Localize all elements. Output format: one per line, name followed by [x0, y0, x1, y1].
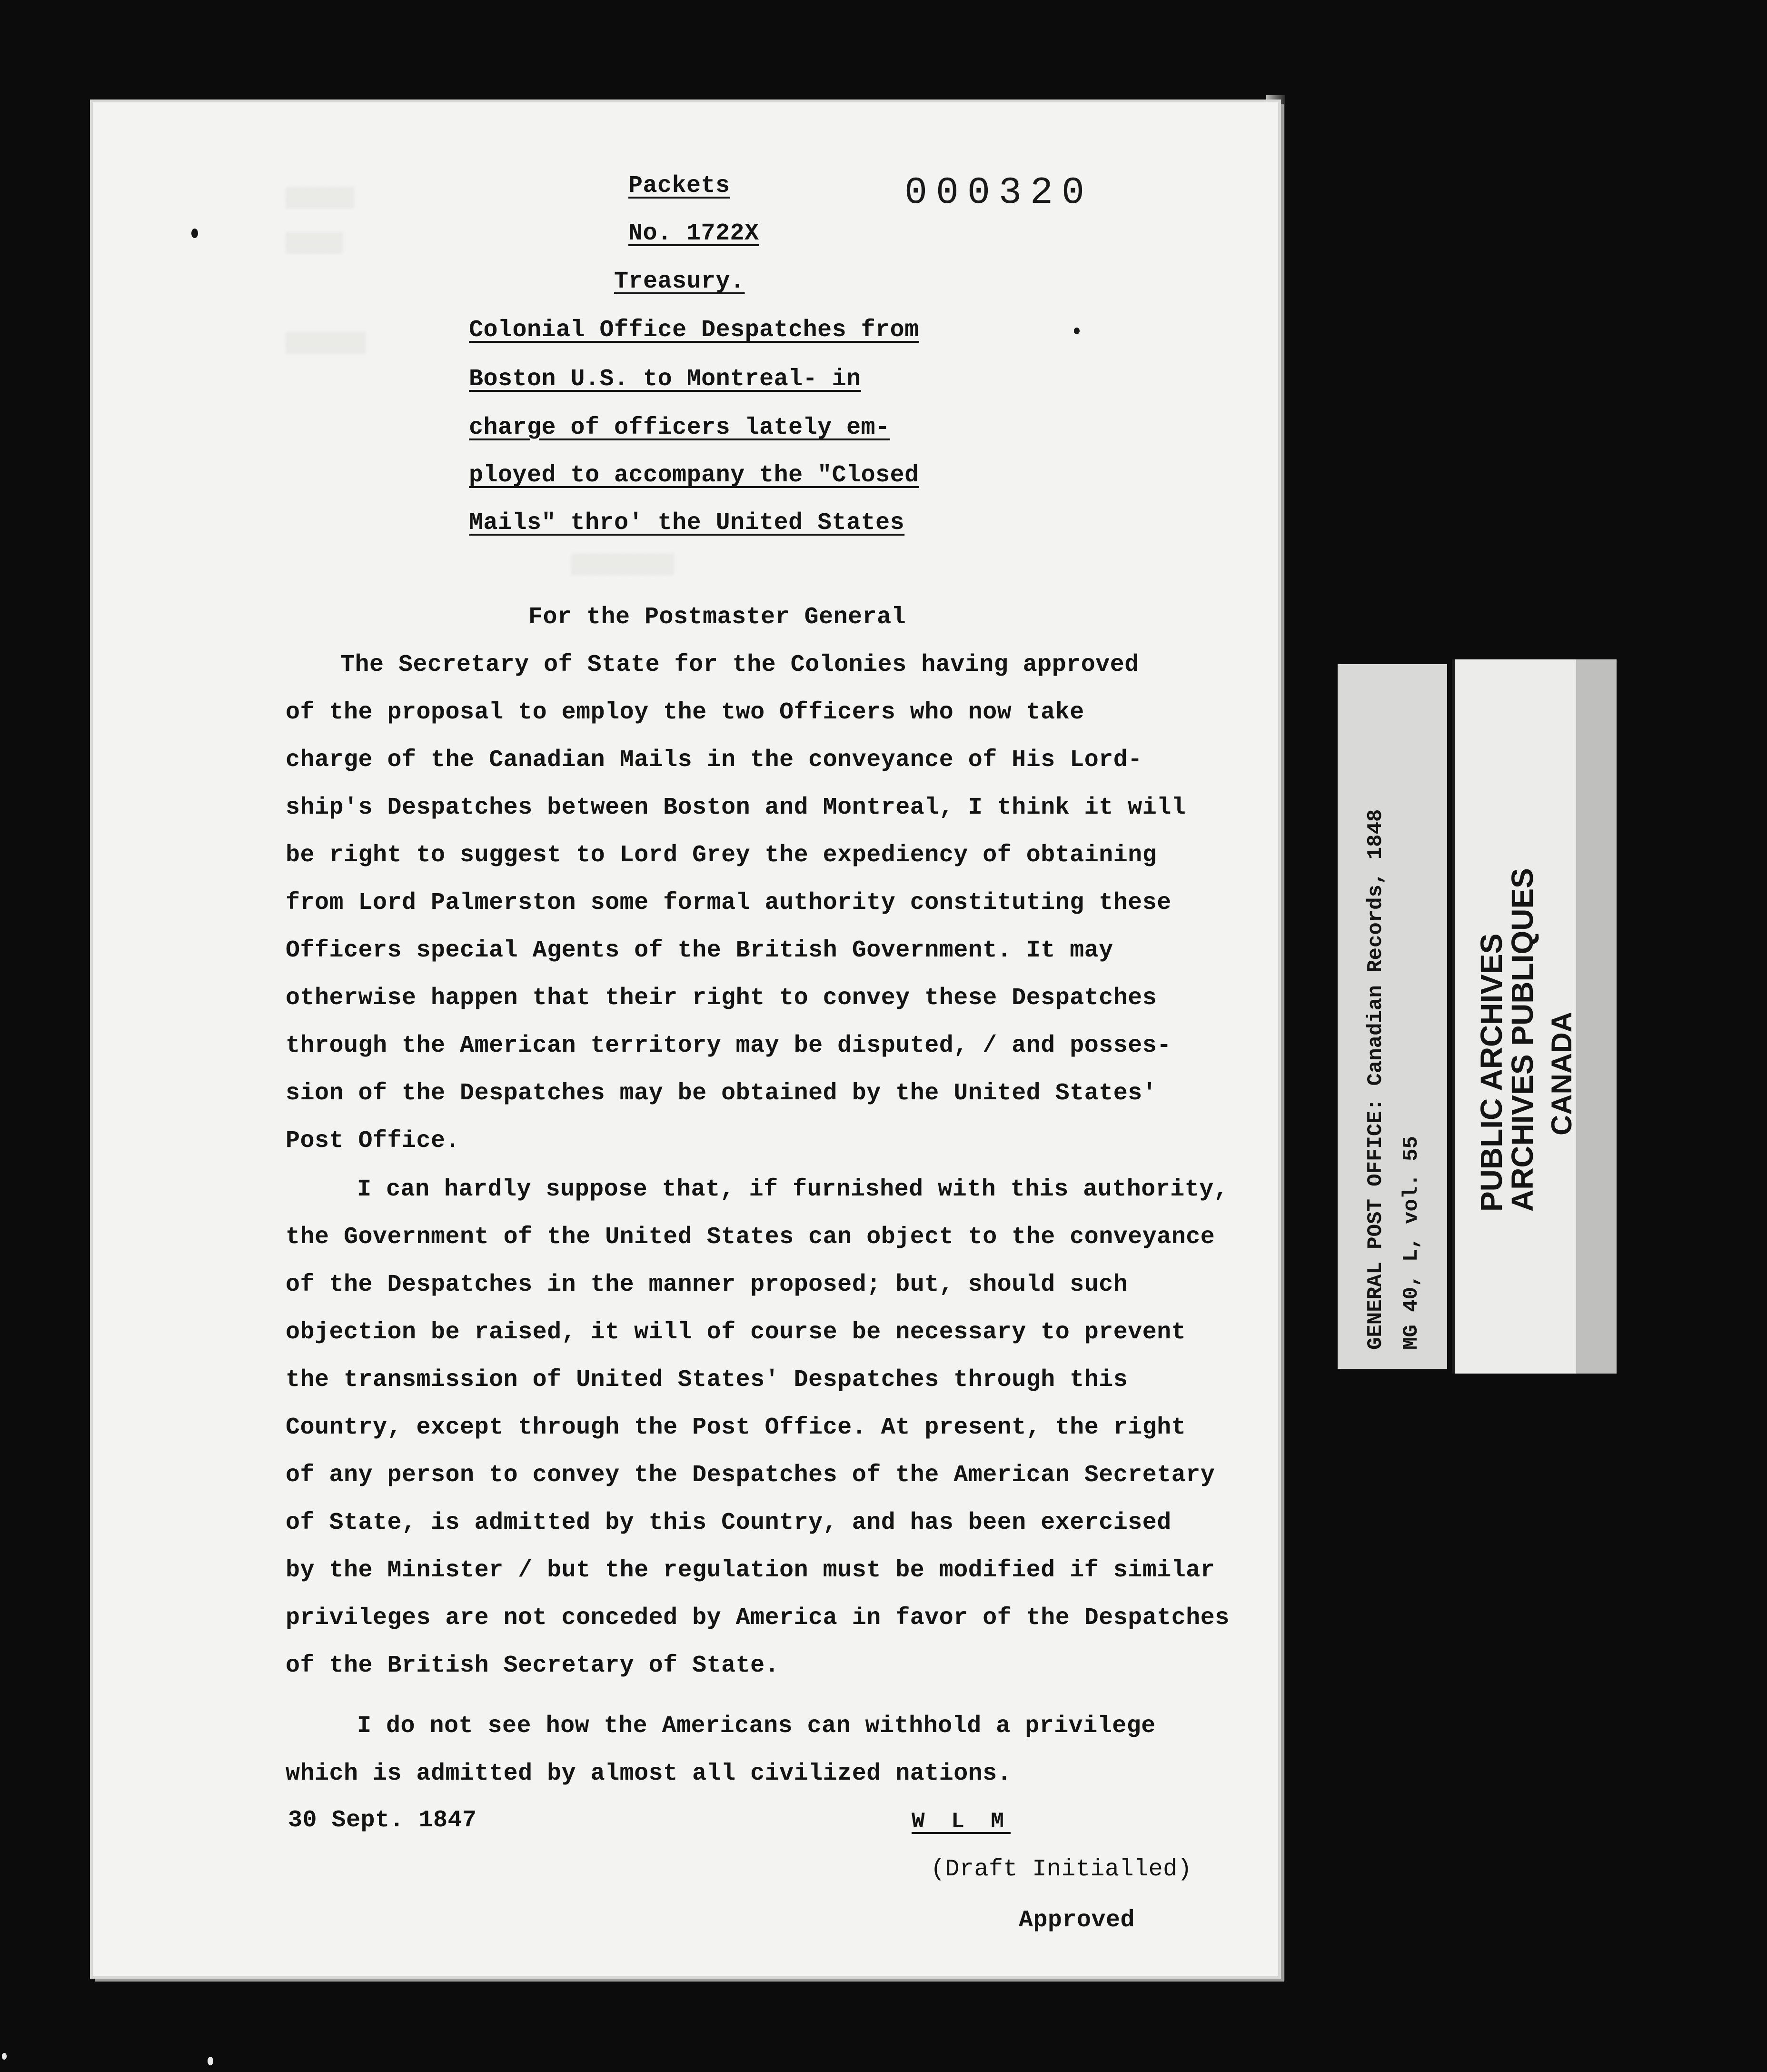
- body-line: of State, is admitted by this Country, and has been exercised: [286, 1509, 1171, 1536]
- subject-line: ployed to accompany the "Closed: [469, 462, 919, 489]
- archive-label-line: GENERAL POST OFFICE: Canadian Records, 1848: [1364, 809, 1388, 1350]
- body-line: The Secretary of State for the Colonies having approved: [340, 651, 1139, 678]
- body-line: I do not see how the Americans can withhold a privilege: [357, 1713, 1156, 1740]
- body-line: through the American territory may be disputed, / and posses-: [286, 1032, 1171, 1059]
- body-line: by the Minister / but the regulation must be modified if similar: [286, 1557, 1215, 1584]
- archive-reference-label: [1338, 664, 1447, 1369]
- department-heading: Treasury.: [614, 268, 745, 295]
- bleed-through-mark: ▒▒▒▒▒▒▒: [286, 333, 366, 355]
- body-line: the Government of the United States can object to the conveyance: [286, 1224, 1215, 1251]
- archive-label-line: MG 40, L, vol. 55: [1400, 1136, 1423, 1350]
- archive-stamp: [1452, 659, 1617, 1374]
- body-line: objection be raised, it will of course be necessary to prevent: [286, 1319, 1186, 1346]
- initials: W L M: [912, 1809, 1011, 1834]
- stamp-line: CANADA: [1546, 1012, 1578, 1136]
- stamp-line: ARCHIVES PUBLIQUES: [1505, 868, 1539, 1212]
- subject-line: charge of officers lately em-: [469, 414, 890, 441]
- body-line: Country, except through the Post Office. At present, the right: [286, 1414, 1186, 1441]
- stamp-strip: [1576, 659, 1617, 1374]
- film-speck: [208, 2057, 213, 2065]
- packets-heading: Packets: [628, 172, 730, 199]
- body-line: Officers special Agents of the British Government. It may: [286, 937, 1113, 964]
- document-number: 000320: [904, 171, 1093, 215]
- draft-note: (Draft Initialled): [931, 1856, 1192, 1883]
- subject-line: Boston U.S. to Montreal- in: [469, 366, 861, 393]
- approval-note: Approved: [1019, 1907, 1135, 1934]
- body-line: otherwise happen that their right to convey these Despatches: [286, 985, 1157, 1012]
- body-line: Post Office.: [286, 1127, 460, 1155]
- body-line: ship's Despatches between Boston and Montreal, I think it will: [286, 794, 1186, 821]
- body-line: be right to suggest to Lord Grey the expediency of obtaining: [286, 842, 1157, 869]
- stamp-line: PUBLIC ARCHIVES: [1474, 933, 1509, 1212]
- body-line: of the British Secretary of State.: [286, 1652, 780, 1679]
- bleed-through-mark: ▒▒▒▒▒: [286, 233, 343, 255]
- body-line: from Lord Palmerston some formal authority constituting these: [286, 889, 1171, 916]
- body-line: of the Despatches in the manner proposed; but, should such: [286, 1271, 1128, 1298]
- body-line: the transmission of United States' Despatches through this: [286, 1366, 1128, 1394]
- film-speck: [191, 229, 198, 238]
- body-line: I can hardly suppose that, if furnished with this authority,: [357, 1176, 1229, 1203]
- film-speck: [2, 2053, 7, 2060]
- bleed-through-mark: ▒▒▒▒▒▒▒▒▒: [571, 555, 675, 576]
- date-line: 30 Sept. 1847: [288, 1807, 477, 1834]
- film-speck: [1074, 328, 1080, 334]
- body-line: sion of the Despatches may be obtained by the United States': [286, 1080, 1157, 1107]
- bleed-through-mark: ▒▒▒▒▒▒: [286, 188, 355, 209]
- body-line: charge of the Canadian Mails in the conveyance of His Lord-: [286, 747, 1142, 774]
- salutation: For the Postmaster General: [528, 604, 906, 631]
- body-line: privileges are not conceded by America in favor of the Despatches: [286, 1604, 1230, 1632]
- subject-line: Mails" thro' the United States: [469, 509, 905, 537]
- reference-number: No. 1722X: [628, 220, 759, 247]
- subject-line: Colonial Office Despatches from: [469, 317, 919, 344]
- body-line: which is admitted by almost all civilized nations.: [286, 1760, 1012, 1787]
- body-line: of any person to convey the Despatches of the American Secretary: [286, 1462, 1215, 1489]
- body-line: of the proposal to employ the two Officers who now take: [286, 699, 1084, 726]
